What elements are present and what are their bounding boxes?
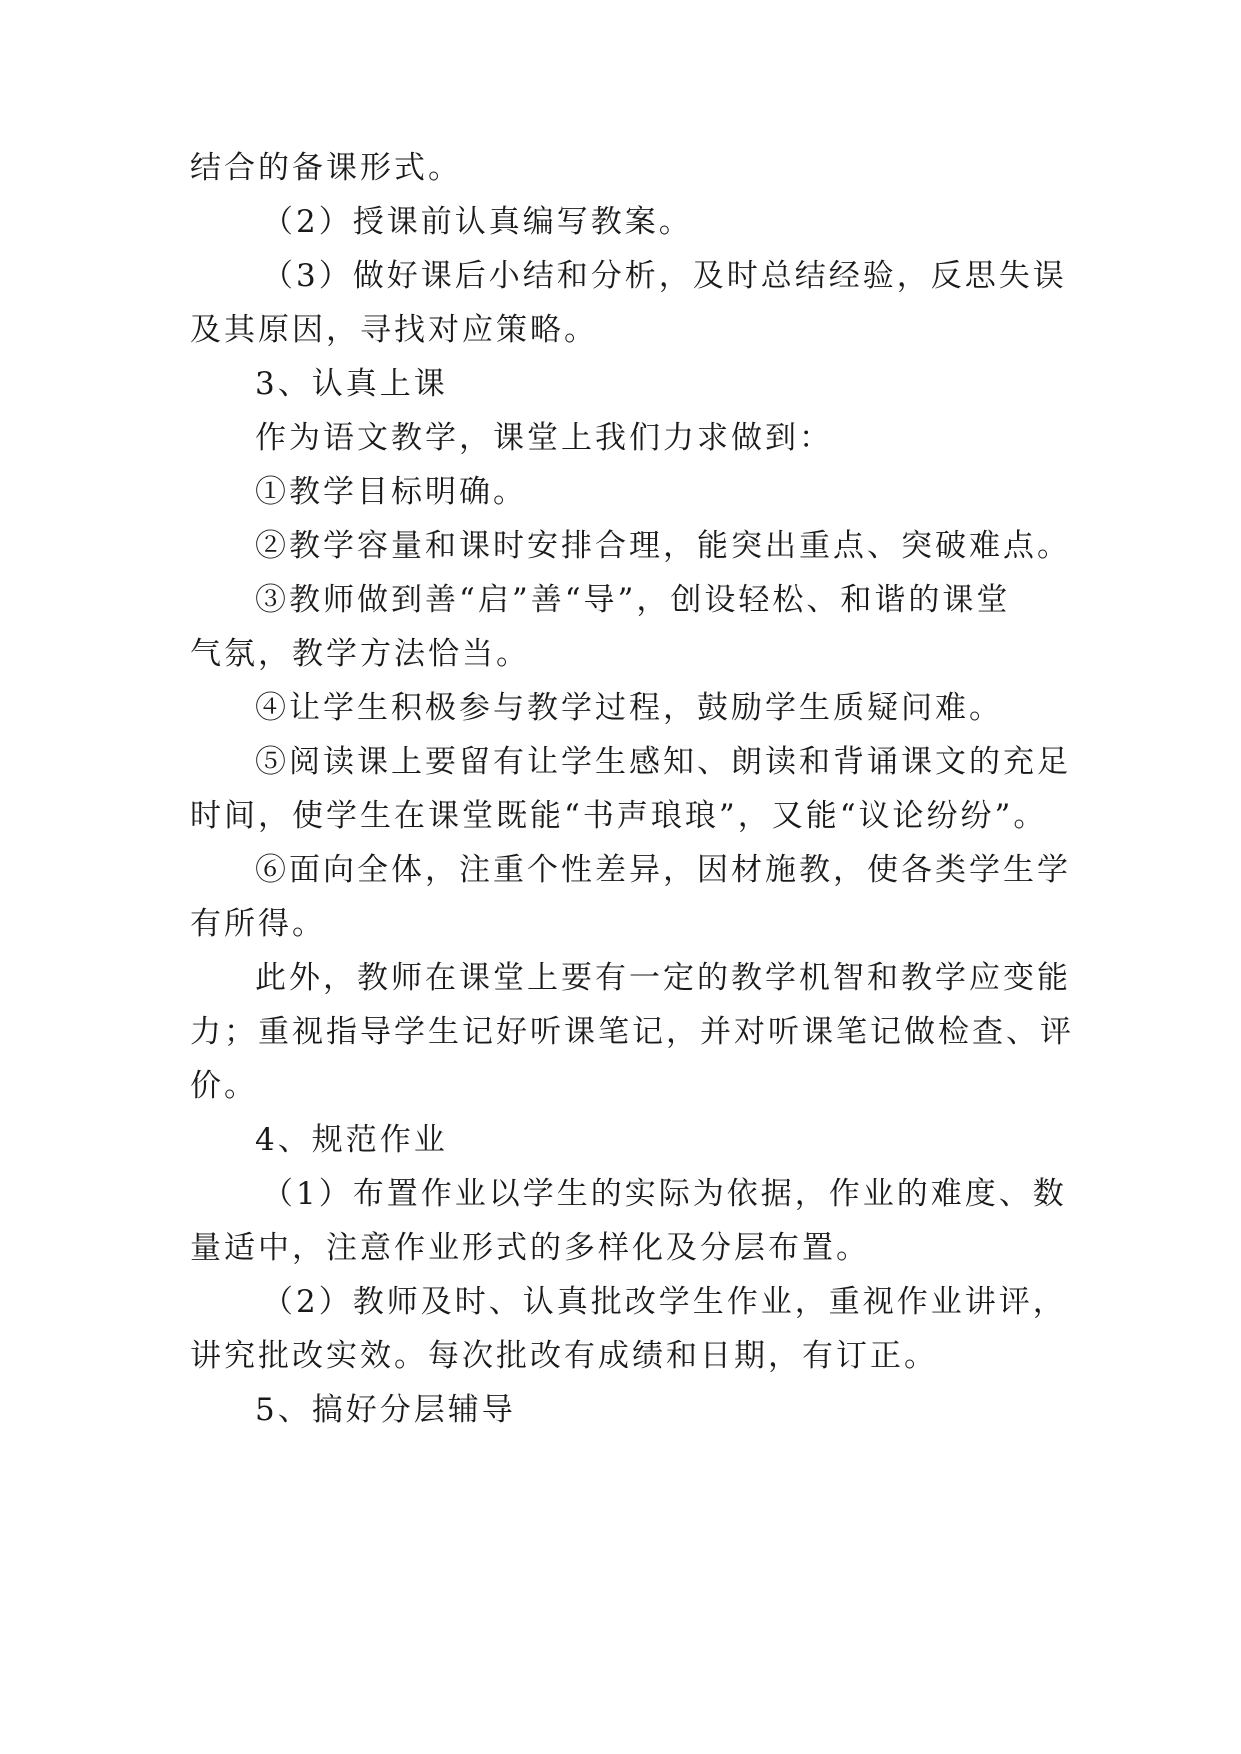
text-line: 有所得。 xyxy=(190,906,326,942)
text-line: ④让学生积极参与教学过程，鼓励学生质疑问难。 xyxy=(255,690,1003,726)
text-line: 作为语文教学，课堂上我们力求做到： xyxy=(255,420,833,456)
text-line: ②教学容量和课时安排合理，能突出重点、突破难点。 xyxy=(255,528,1071,564)
text-line: ①教学目标明确。 xyxy=(255,474,527,510)
section-heading: 4、规范作业 xyxy=(255,1122,448,1158)
text-line: ③教师做到善“启”善“导”，创设轻松、和谐的课堂 xyxy=(255,582,1011,618)
text-line: （2）授课前认真编写教案。 xyxy=(262,204,693,240)
text-line: 力；重视指导学生记好听课笔记，并对听课笔记做检查、评 xyxy=(190,1014,1074,1050)
text-line: ⑥面向全体，注重个性差异，因材施教，使各类学生学 xyxy=(255,852,1071,888)
text-line: （1）布置作业以学生的实际为依据，作业的难度、数 xyxy=(262,1176,1067,1212)
text-line: 此外，教师在课堂上要有一定的教学机智和教学应变能 xyxy=(255,960,1071,996)
text-line: 讲究批改实效。每次批改有成绩和日期，有订正。 xyxy=(190,1338,938,1374)
section-heading: 5、搞好分层辅导 xyxy=(255,1392,516,1428)
text-line: 量适中，注意作业形式的多样化及分层布置。 xyxy=(190,1230,870,1266)
text-line: ⑤阅读课上要留有让学生感知、朗读和背诵课文的充足 xyxy=(255,744,1071,780)
text-line: 及其原因，寻找对应策略。 xyxy=(190,312,598,348)
text-line: 气氛，教学方法恰当。 xyxy=(190,636,530,672)
section-heading: 3、认真上课 xyxy=(255,366,448,402)
text-line: 时间，使学生在课堂既能“书声琅琅”，又能“议论纷纷”。 xyxy=(190,798,1048,834)
text-line: （2）教师及时、认真批改学生作业，重视作业讲评， xyxy=(262,1284,1067,1320)
text-line: 价。 xyxy=(190,1068,258,1104)
text-line: （3）做好课后小结和分析，及时总结经验，反思失误 xyxy=(262,258,1067,294)
text-line: 结合的备课形式。 xyxy=(190,150,462,186)
